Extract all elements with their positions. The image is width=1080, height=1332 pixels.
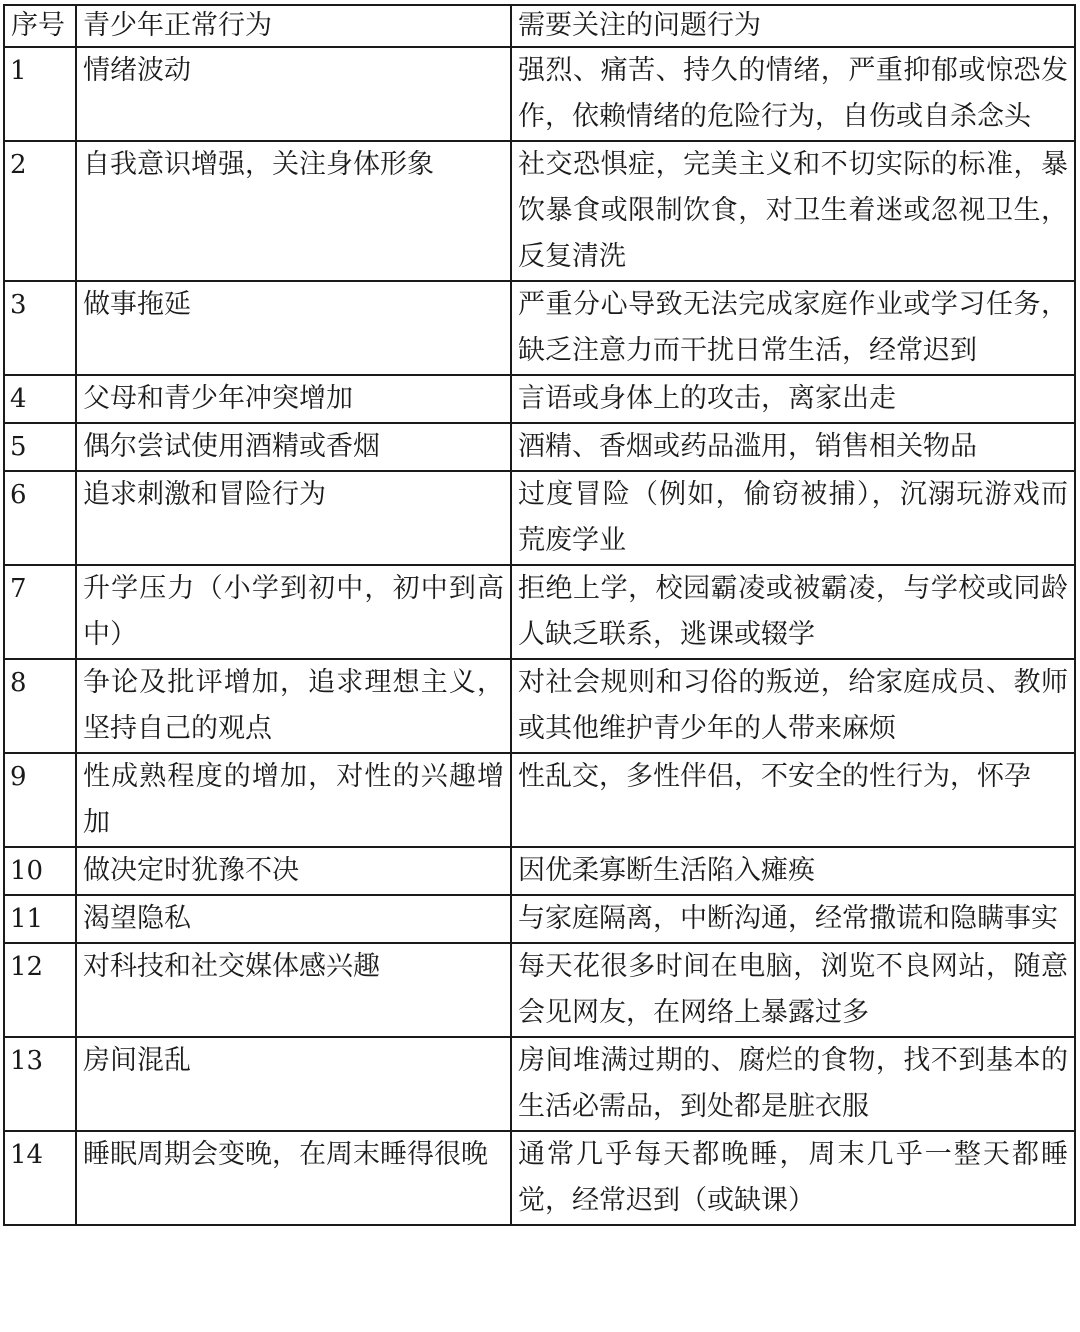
row-normal-behavior: 渴望隐私	[76, 895, 511, 943]
row-index: 6	[4, 471, 76, 565]
row-problem-behavior: 因优柔寡断生活陷入瘫痪	[511, 847, 1075, 895]
row-problem-behavior: 与家庭隔离，中断沟通，经常撒谎和隐瞒事实	[511, 895, 1075, 943]
table-row	[4, 753, 1075, 847]
row-normal-behavior: 做事拖延	[76, 281, 511, 375]
row-normal-behavior: 睡眠周期会变晚，在周末睡得很晚	[76, 1131, 511, 1225]
row-problem-behavior: 房间堆满过期的、腐烂的食物，找不到基本的生活必需品，到处都是脏衣服	[511, 1037, 1075, 1131]
header-problem-behavior: 需要关注的问题行为	[511, 5, 1075, 47]
row-normal-behavior: 升学压力（小学到初中，初中到高中）	[76, 565, 511, 659]
row-index: 12	[4, 943, 76, 1037]
row-index: 3	[4, 281, 76, 375]
row-index: 13	[4, 1037, 76, 1131]
row-problem-behavior: 对社会规则和习俗的叛逆，给家庭成员、教师或其他维护青少年的人带来麻烦	[511, 659, 1075, 753]
table-row	[4, 281, 1075, 375]
row-problem-behavior: 过度冒险（例如，偷窃被捕），沉溺玩游戏而荒废学业	[511, 471, 1075, 565]
behavior-comparison-table	[3, 4, 1076, 1226]
row-normal-behavior: 自我意识增强，关注身体形象	[76, 141, 511, 281]
table-row	[4, 423, 1075, 471]
table-row	[4, 1131, 1075, 1225]
table-row	[4, 659, 1075, 753]
header-index: 序号	[4, 5, 76, 47]
row-index: 8	[4, 659, 76, 753]
row-index: 11	[4, 895, 76, 943]
row-problem-behavior: 严重分心导致无法完成家庭作业或学习任务，缺乏注意力而干扰日常生活，经常迟到	[511, 281, 1075, 375]
table-row	[4, 471, 1075, 565]
row-normal-behavior: 追求刺激和冒险行为	[76, 471, 511, 565]
row-index: 9	[4, 753, 76, 847]
row-problem-behavior: 社交恐惧症，完美主义和不切实际的标准，暴饮暴食或限制饮食，对卫生着迷或忽视卫生，反复清洗	[511, 141, 1075, 281]
table-row	[4, 847, 1075, 895]
row-index: 14	[4, 1131, 76, 1225]
header-normal-behavior: 青少年正常行为	[76, 5, 511, 47]
table-row	[4, 565, 1075, 659]
row-problem-behavior: 性乱交，多性伴侣，不安全的性行为，怀孕	[511, 753, 1075, 847]
row-problem-behavior: 拒绝上学，校园霸凌或被霸凌，与学校或同龄人缺乏联系，逃课或辍学	[511, 565, 1075, 659]
table-header-row	[4, 5, 1075, 47]
row-problem-behavior: 每天花很多时间在电脑，浏览不良网站，随意会见网友，在网络上暴露过多	[511, 943, 1075, 1037]
table-body	[4, 5, 1075, 1225]
table-row	[4, 141, 1075, 281]
row-normal-behavior: 偶尔尝试使用酒精或香烟	[76, 423, 511, 471]
row-normal-behavior: 情绪波动	[76, 47, 511, 141]
row-problem-behavior: 言语或身体上的攻击，离家出走	[511, 375, 1075, 423]
row-index: 4	[4, 375, 76, 423]
table-row	[4, 943, 1075, 1037]
row-problem-behavior: 通常几乎每天都晚睡，周末几乎一整天都睡觉，经常迟到（或缺课）	[511, 1131, 1075, 1225]
table-row	[4, 47, 1075, 141]
row-index: 1	[4, 47, 76, 141]
row-normal-behavior: 对科技和社交媒体感兴趣	[76, 943, 511, 1037]
row-normal-behavior: 争论及批评增加，追求理想主义，坚持自己的观点	[76, 659, 511, 753]
row-index: 10	[4, 847, 76, 895]
table-row	[4, 895, 1075, 943]
row-normal-behavior: 父母和青少年冲突增加	[76, 375, 511, 423]
row-normal-behavior: 做决定时犹豫不决	[76, 847, 511, 895]
table-row	[4, 1037, 1075, 1131]
row-normal-behavior: 性成熟程度的增加，对性的兴趣增加	[76, 753, 511, 847]
row-index: 2	[4, 141, 76, 281]
row-problem-behavior: 强烈、痛苦、持久的情绪，严重抑郁或惊恐发作，依赖情绪的危险行为，自伤或自杀念头	[511, 47, 1075, 141]
row-normal-behavior: 房间混乱	[76, 1037, 511, 1131]
row-index: 5	[4, 423, 76, 471]
row-problem-behavior: 酒精、香烟或药品滥用，销售相关物品	[511, 423, 1075, 471]
row-index: 7	[4, 565, 76, 659]
table-row	[4, 375, 1075, 423]
